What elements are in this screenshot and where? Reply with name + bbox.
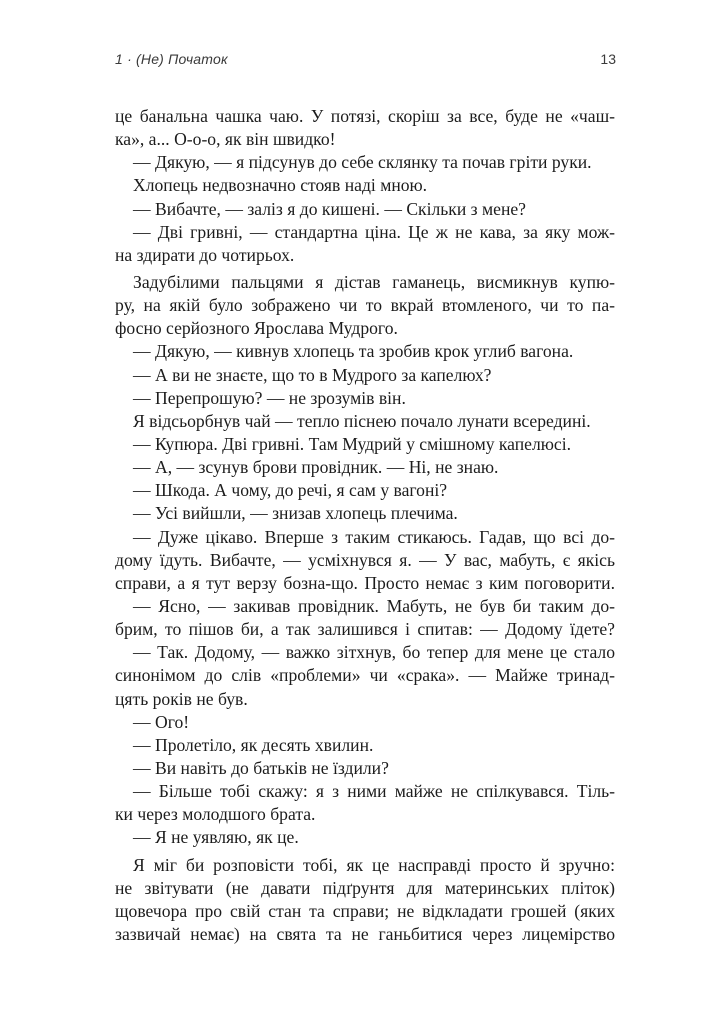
text-line: — Вибачте, — заліз я до кишені. — Скільки з мене?: [133, 198, 526, 219]
text-line: — А ви не знаєте, що то в Мудрого за капелюх?: [133, 364, 492, 385]
text-line: — Купюра. Дві гривні. Там Мудрий у смішному капелюсі.: [133, 433, 571, 454]
text-line: ка», а... О-о-о, як він швидко!: [115, 129, 336, 150]
page-number: 13: [600, 51, 616, 67]
text-line: ки через молодшого брата.: [115, 804, 316, 825]
text-line: — Шкода. А чому, до речі, я сам у вагоні?: [133, 480, 448, 501]
text-line: — Ви навіть до батьків не їздили?: [133, 757, 389, 778]
text-line: — Дві гривні, — стандартна ціна. Це ж не кава, за яку мож-: [133, 221, 615, 242]
text-line: Я міг би розповісти тобі, як це насправді просто й зручно:: [133, 854, 615, 875]
text-line: зазвичай немає) на свята та не ганьбитися через лицемірство: [115, 923, 615, 944]
text-line: не звітувати (не давати підґрунтя для материнських пліток): [115, 877, 615, 898]
text-line: — Дуже цікаво. Вперше з таким стикаюсь. Гадав, що всі до-: [133, 526, 615, 547]
text-line: брим, то пішов би, а так залишився і спитав: — Додому їдете?: [115, 619, 615, 640]
text-line: — Я не уявляю, як це.: [133, 827, 299, 848]
text-line: — Дякую, — я підсунув до себе склянку та почав гріти руки.: [133, 152, 592, 173]
text-line: Я відсьорбнув чай — тепло піснею почало лунати всередині.: [133, 410, 591, 431]
text-line: Задубілими пальцями я дістав гаманець, висмикнув купю-: [133, 271, 615, 292]
text-line: справи, а я тут верзу бозна-що. Просто немає з ким поговорити.: [115, 572, 615, 593]
text-line: — А, — зсунув брови провідник. — Ні, не знаю.: [133, 457, 499, 478]
body-text: [115, 105, 615, 946]
text-line: — Ясно, — закивав провідник. Мабуть, не був би таким до-: [133, 595, 615, 616]
text-line: Хлопець недвозначно стояв наді мною.: [133, 175, 428, 196]
text-line: — Пролетіло, як десять хвилин.: [133, 734, 374, 755]
text-line: щовечора про свій стан та справи; не відкладати грошей (яких: [115, 900, 615, 921]
text-line: — Усі вийшли, — знизав хлопець плечима.: [133, 503, 458, 524]
text-line: це банальна чашка чаю. У потязі, скоріш за все, буде не «чаш-: [115, 106, 615, 126]
text-line: — Більше тобі скажу: я з ними майже не спілкувався. Тіль-: [133, 781, 615, 802]
text-line: — Ого!: [133, 711, 190, 732]
text-line: синонімом до слів «проблеми» чи «срака». — Майже тринад-: [115, 665, 615, 686]
text-line: на здирати до чотирьох.: [115, 244, 295, 265]
text-line: — Так. Додому, — важко зітхнув, бо тепер для мене це стало: [133, 642, 615, 663]
text-line: фосно серйозного Ярослава Мудрого.: [115, 318, 398, 339]
running-head: 1 · (Не) Початок: [115, 51, 228, 67]
text-line: — Дякую, — кивнув хлопець та зробив крок углиб вагона.: [133, 341, 574, 362]
text-line: цять років не був.: [115, 688, 248, 709]
text-line: дому їдуть. Вибачте, — усміхнувся я. — У вас, мабуть, є якісь: [115, 549, 615, 570]
text-line: — Перепрошую? — не зрозумів він.: [133, 387, 406, 408]
text-line: ру, на якій було зображено чи то вкрай втомленого, чи то па-: [115, 295, 615, 316]
